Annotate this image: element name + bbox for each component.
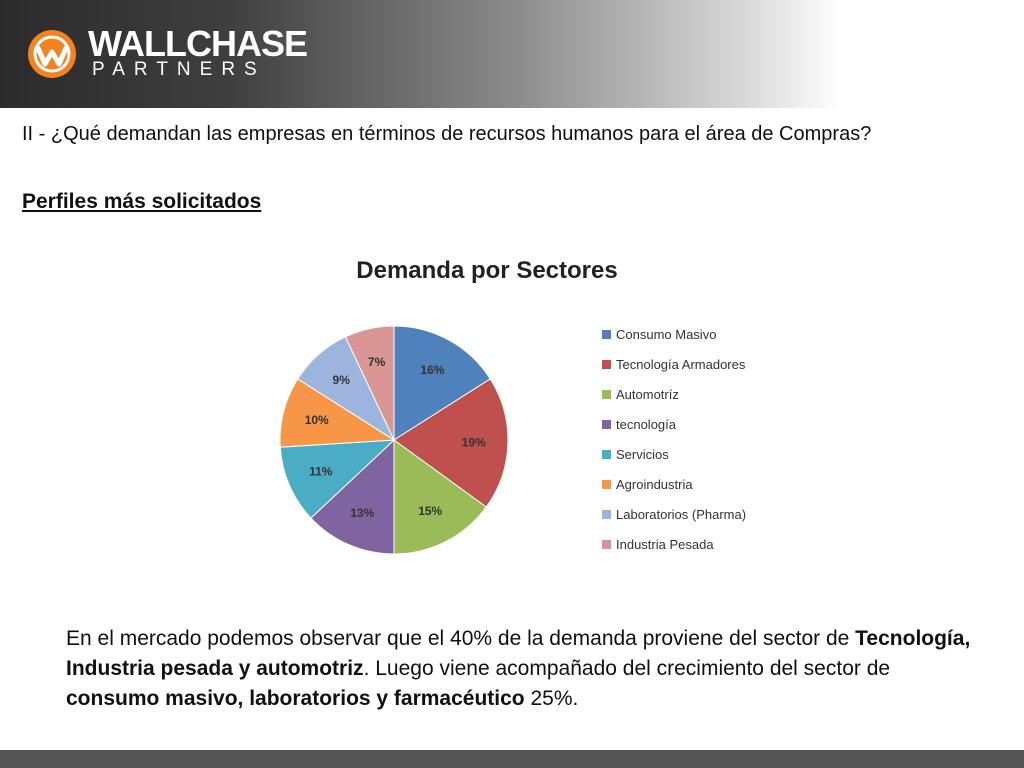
legend-swatch [602, 330, 611, 339]
question-heading: II - ¿Qué demandan las empresas en términos de recursos humanos para el área de Compras? [22, 123, 872, 145]
legend-label: tecnología [616, 417, 676, 432]
summary-bold-2: consumo masivo, laboratorios y farmacéutico [66, 687, 525, 710]
slice-data-label: 15% [418, 504, 443, 519]
slice-data-label: 9% [332, 373, 350, 388]
legend-label: Consumo Masivo [616, 327, 717, 342]
chart-title: Demanda por Sectores [356, 257, 618, 284]
legend-label: Servicios [616, 447, 669, 462]
summary-text-1: En el mercado podemos observar que el 40% de la demanda proviene del sector de [66, 627, 856, 650]
summary-paragraph [66, 624, 986, 714]
footer-bar [0, 750, 1024, 768]
header-banner [0, 0, 1024, 108]
brand-name [88, 23, 308, 64]
pie-chart [270, 240, 790, 570]
slice-data-label: 19% [461, 435, 486, 450]
wallchase-logo-icon [26, 28, 78, 80]
slice-data-label: 10% [304, 413, 329, 428]
legend-label: Agroindustria [616, 477, 693, 492]
summary-text-3: 25%. [524, 687, 579, 710]
legend-label: Tecnología Armadores [616, 357, 746, 372]
legend-swatch [602, 540, 611, 549]
legend-label: Automotríz [616, 387, 679, 402]
slice-data-label: 7% [367, 355, 386, 370]
legend-swatch [602, 480, 611, 489]
slice-data-label: 11% [309, 464, 333, 479]
slice-data-label: 13% [350, 506, 375, 521]
slice-data-label: 16% [420, 363, 445, 378]
legend-label: Laboratorios (Pharma) [616, 507, 747, 522]
section-subtitle: Perfiles más solicitados [22, 190, 262, 213]
summary-text-2: . Luego viene acompañado del crecimiento del sector de [363, 657, 891, 680]
legend-swatch [602, 510, 611, 519]
legend-swatch [602, 420, 611, 429]
brand-name-part1: WALL [88, 23, 186, 64]
legend-swatch [602, 360, 611, 369]
summary-bold-1: Tecnología, Industria pesada y automotriz [66, 627, 971, 680]
legend-label: Industria Pesada [616, 537, 714, 552]
legend-swatch [602, 450, 611, 459]
brand-name-part2: CHASE [185, 23, 308, 64]
legend-swatch [602, 390, 611, 399]
brand-subtitle: PARTNERS [92, 59, 266, 80]
